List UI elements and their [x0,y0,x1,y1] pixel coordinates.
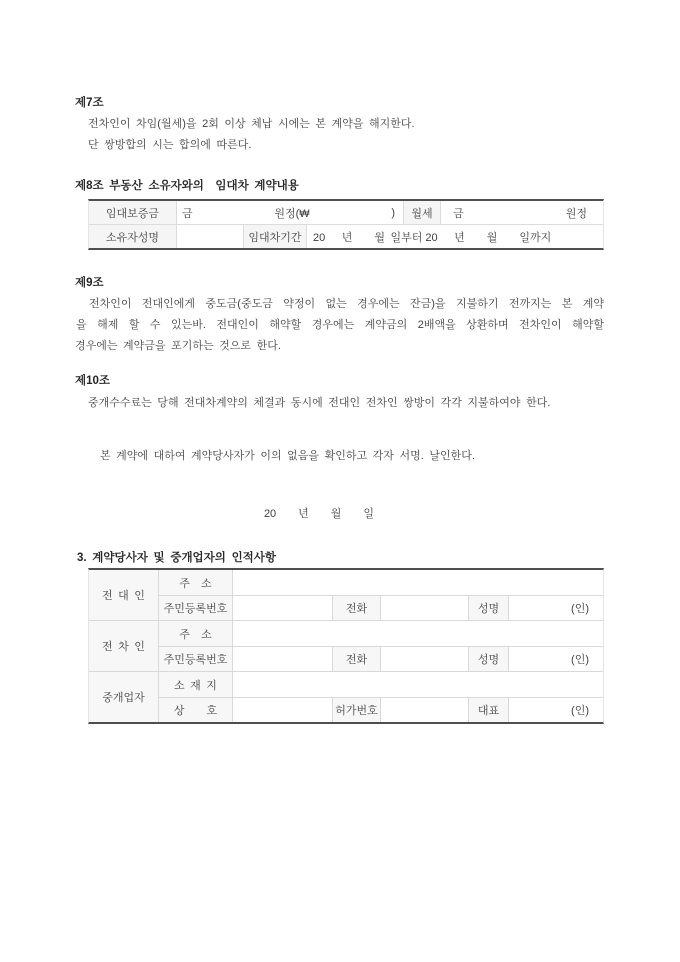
deposit-label-cell: 임대보증금 [89,201,176,224]
deposit-row [89,201,603,224]
address-value [233,621,603,646]
deposit-paren: ) [391,206,395,219]
id-number-value [233,596,332,620]
article9-line-1: 전차인이 전대인에게 중도금(중도금 약정이 없는 경우에는 잔금)을 지불하기 전까지는 본 계약 [89,298,604,310]
representative-label: 대표 [468,698,509,722]
id-number-label: 주민등록번호 [159,596,233,620]
article8-heading: 제8조 부동산 소유자와의 임대차 계약내용 [75,180,299,192]
article10-line-1: 중개수수료는 당해 전대차계약의 체결과 동시에 전대인 전차인 쌍방이 각각 지불하여야 한다. [88,397,551,409]
seal-cell: (인) [571,705,589,717]
id-number-label: 주민등록번호 [159,647,233,671]
sublessee-label: 전 차 인 [89,621,159,671]
sublessor-address-row [159,570,603,595]
article7-heading: 제7조 [75,97,104,109]
monthly-wonjung: 원정 [565,207,587,220]
sublessor-group [89,570,603,620]
monthly-rent-value-cell [440,201,603,224]
sublessee-id-row [159,646,603,671]
owner-name-label-cell: 소유자성명 [89,225,176,248]
location-label: 소 재 지 [159,672,233,697]
location-value [233,672,603,697]
article10-heading: 제10조 [75,375,111,387]
license-number-label: 허가번호 [332,698,381,722]
sublessor-label: 전 대 인 [89,570,159,620]
article9-line-3: 경우에는 계약금을 포기하는 것으로 한다. [75,340,281,352]
license-number-value [381,698,468,722]
deposit-value-cell [176,201,403,224]
broker-location-row [159,672,603,697]
seal-cell: (인) [571,603,589,615]
address-label: 주 소 [159,621,233,646]
phone-value [381,647,468,671]
deposit-wonjung: 원정(₩ [274,207,310,220]
article7-line-2: 단 쌍방합의 시는 합의에 따른다. [88,139,252,151]
id-number-value [233,647,332,671]
closing-statement: 본 계약에 대하여 계약당사자가 이의 없음을 확인하고 각자 서명. 날인한다. [100,450,475,462]
article7-line-1: 전차인이 차임(월세)을 2회 이상 체납 시에는 본 계약을 해지한다. [88,118,415,130]
section3-heading: 3. 계약당사자 및 중개업자의 인적사항 [77,552,277,564]
monthly-rent-label-cell: 월세 [403,201,440,224]
monthly-geum: 금 [453,207,464,220]
address-value [233,570,603,595]
sublessee-group [89,620,603,671]
owner-name-value-cell [176,225,243,248]
broker-firm-row [159,697,603,722]
owner-row [89,224,603,248]
phone-value [381,596,468,620]
lease-period-value-cell: 20 년 월 일부터 20 년 월 일까지 [306,225,603,248]
phone-label: 전화 [332,647,381,671]
phone-label: 전화 [332,596,381,620]
name-label: 성명 [468,647,509,671]
broker-group [89,671,603,722]
sublessor-id-row [159,595,603,620]
deposit-geum: 금 [182,207,193,220]
lease-period-label-cell: 임대차기간 [243,225,306,248]
firm-name-value [233,698,332,722]
sublessee-address-row [159,621,603,646]
seal-cell: (인) [571,654,589,666]
parties-table [88,568,604,724]
name-label: 성명 [468,596,509,620]
lease-terms-table [88,199,604,250]
article9-heading: 제9조 [75,277,104,289]
broker-label: 중개업자 [89,672,159,722]
contract-date-line: 20 년 월 일 [263,508,375,520]
address-label: 주 소 [159,570,233,595]
article9-line-2: 을 해제 할 수 있는바. 전대인이 해약할 경우에는 계약금의 2배액을 상환하며 전차인이 해약할 [76,319,604,331]
firm-name-label: 상 호 [159,698,233,722]
